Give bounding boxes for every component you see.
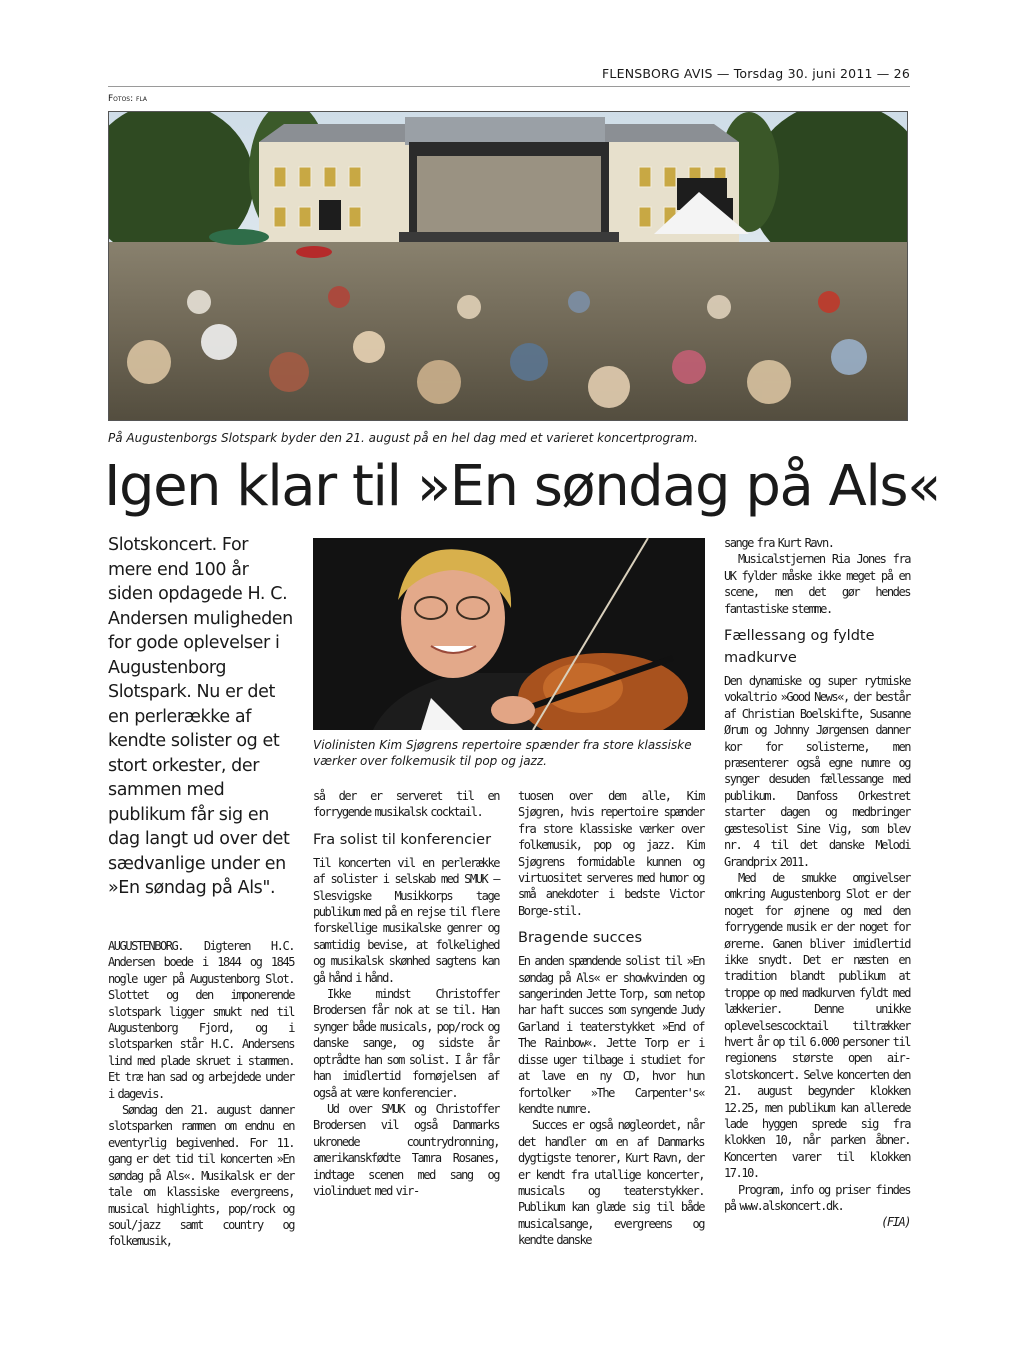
author-signature: (FIA) [881, 1215, 910, 1230]
col4-paragraph-3: Den dynamiske og super rytmiske vokaltrio »Good News«, der består af Christian Boelskifte, Susanne Ørum og Johnny Jørgensen danner kor for solisterne, men præsenterer også egne numre og synger desuden fællessange med publikum. Danfoss Orkestret starter dagen og medbringer gæstesolist Sine Vig, som blev nr. 4 til det danske Melodi Grandprix 2011. [724, 674, 910, 869]
masthead [108, 66, 910, 87]
col3-paragraph-3: Succes er også nøgleordet, når det handler om en af Danmarks dygtigste tenorer, Kurt Ravn, der er kendt fra utallige koncerter, musicals og teaterstykker. Publikum kan glæde sig til både musicalsange, evergreens og kendte danske [518, 1118, 704, 1248]
column-1 [108, 938, 294, 1250]
col2-subheading: Fra solist til konferencier [313, 831, 492, 848]
col4-paragraph-2: Musicalstjernen Ria Jones fra UK fylder måske ikke meget på en scene, men det gør hendes fantastiske stemme. [724, 552, 910, 616]
concert-photo-illustration [109, 112, 908, 421]
col1-paragraph-1: AUGUSTENBORG. Digteren H.C. Andersen boede i 1844 og 1845 nogle uger på Augustenborg Slot. Slottet og den imponerende slotspark ligger smukt ned til Augustenborg Fjord, og i slotsparken står H.C. Andersens lind med plade skruet i stammen. Et træ han sad og arbejdede under i dagevis. [108, 939, 294, 1101]
intro-paragraph: Slotskoncert. For mere end 100 år siden opdagede H. C. Andersen muligheden for gode oplevelser i Augustenborg Slotspark. Nu er det en perlerække af kendte solister og et stort orkester, der sammen med publikum får sig en dag langt ud over det sædvanlige under en »En søndag på Als". [108, 535, 293, 898]
col4-subheading: Fællessang og fyldte madkurve [724, 628, 875, 667]
violinist-illustration [313, 538, 705, 730]
col3-paragraph-2: En anden spændende solist til »En søndag på Als« er showkvinden og sangerinden Jette Torp, som netop har haft succes som syngende Judy Garland i teaterstykket »End of The Rainbow«. Jette Torp er i disse uger tilbage i studiet for at lave en ny CD, hvor hun fortolker »The Carpenter's« kendte numre. [518, 954, 704, 1116]
col3-paragraph-1: tuosen over dem alle, Kim Sjøgren, hvis repertoire spænder fra store klassiske værker over folkemusik, pop og jazz. Kim Sjøgrens formidable kunnen og virtuositet serveres med humor og små anekdoter i bedste Victor Borge-stil. [518, 789, 704, 918]
col4-paragraph-5: Program, info og priser findes på www.alskoncert.dk. [724, 1182, 910, 1214]
column-4 [724, 535, 910, 1231]
column-2 [313, 788, 499, 1199]
col2-paragraph-4: Ud over SMUK og Christoffer Brodersen vil også Danmarks ukronede countrydronning, amerikanskfødte Tamra Rosanes, indtage scenen med sang og violinduet med vir- [313, 1101, 499, 1198]
portrait-caption: Violinisten Kim Sjøgrens repertoire spænder fra store klassiske værker over folkemusik til pop og jazz. [313, 738, 692, 768]
photo-credit: Fotos: fla [108, 94, 148, 104]
masthead-text: FLENSBORG AVIS — Torsdag 30. juni 2011 — 26 [602, 66, 910, 81]
col2-paragraph-2: Til koncerten vil en perlerække af solister i selskab med SMUK – Slesvigske Musikkorps tage publikum med på en rejse til flere forskellige musikalske genrer og samtidig bevise, at folkelighed og musikalsk skønhed sagtens kan gå hånd i hånd. [313, 855, 499, 985]
col3-subheading: Bragende succes [518, 930, 643, 947]
col4-paragraph-1: sange fra Kurt Ravn. [724, 536, 834, 550]
col2-paragraph-3: Ikke mindst Christoffer Brodersen får nok at se til. Han synger både musicals, pop/rock og danske sange, og sidste år optrådte han som solist. I år får han imidlertid fornøjelsen af også at være konferencier. [313, 987, 499, 1100]
col1-paragraph-2: Søndag den 21. august danner slotsparken rammen om endnu en eventyrlig begivenhed. For 11. gang er det tid til koncerten »En søndag på Als«. Musikalsk er der tale om klassiske evergreens, musical highlights, pop/rock og soul/jazz samt country og folkemusik, [108, 1103, 294, 1249]
photo-caption: På Augustenborgs Slotspark byder den 21. august på en hel dag med et varieret koncertprogram. [108, 431, 698, 445]
concert-photo [108, 111, 908, 421]
portrait-photo [313, 538, 705, 730]
col2-paragraph-1: så der er serveret til en forrygende musikalsk cocktail. [313, 789, 499, 820]
column-3 [518, 788, 704, 1249]
col4-paragraph-4: Med de smukke omgivelser omkring Augustenborg Slot er der noget for øjnene og med den forrygende musik er der noget for ørerne. Ganen bliver imidlertid ikke snydt. Det er næsten en tradition blandt publikum at troppe op med madkurven fyldt med lækkerier. Denne unikke oplevelsescocktail tiltrækker hvert år op til 6.000 personer til regionens største open air-slotskoncert. Selve koncerten den 21. august begynder klokken 12.25, men publikum kan allerede lade hyggen sprede sig fra klokken 10, når parken åbner. Koncerten varer til klokken 17.10. [724, 870, 910, 1181]
headline: Igen klar til »En søndag på Als« [104, 454, 940, 519]
